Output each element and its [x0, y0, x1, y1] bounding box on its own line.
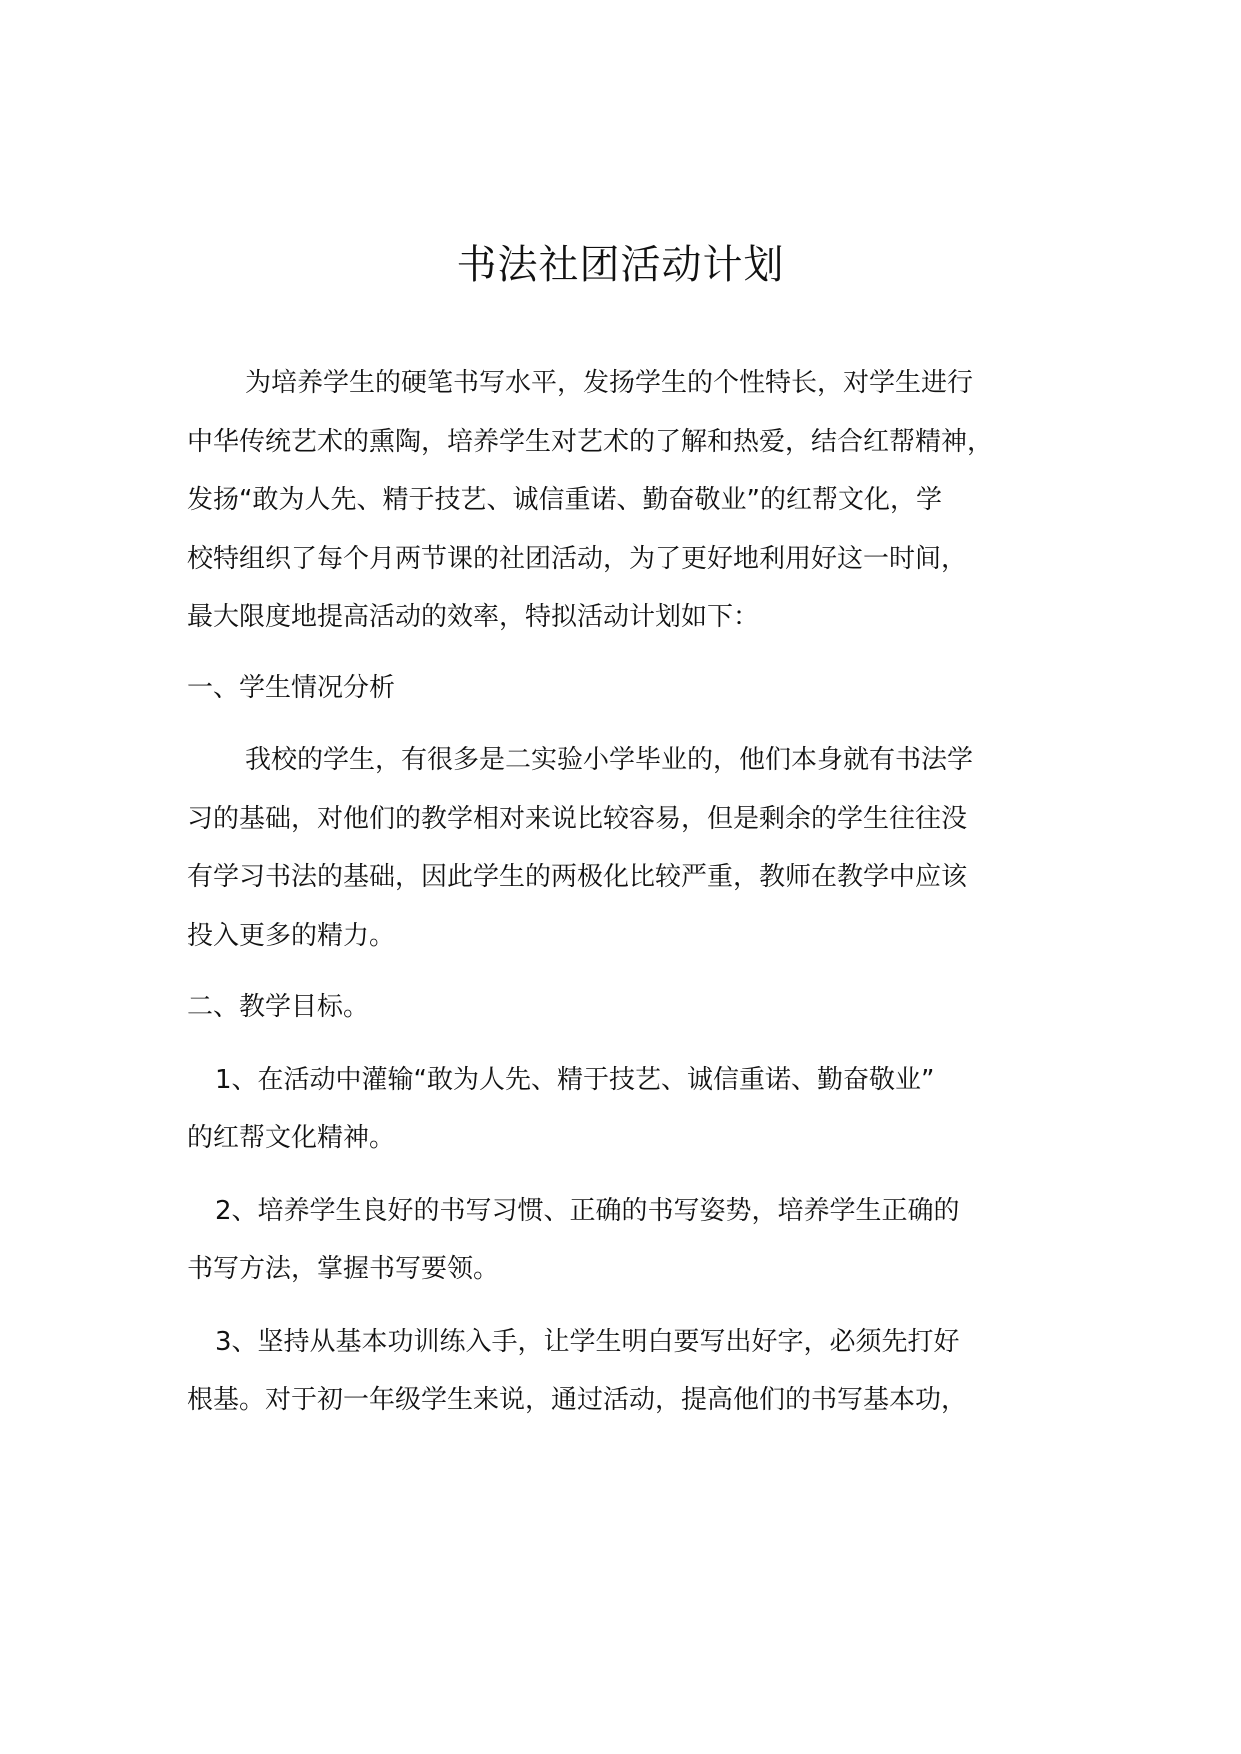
- list-item-line: 3、坚持从基本功训练入手，让学生明白要写出好字，必须先打好: [215, 1327, 960, 1357]
- list-item-line: 根基。对于初一年级学生来说，通过活动，提高他们的书写基本功，: [187, 1385, 968, 1415]
- list-item-line: 书写方法，掌握书写要领。: [187, 1254, 500, 1284]
- section-line: 习的基础，对他们的教学相对来说比较容易，但是剩余的学生往往没: [187, 804, 968, 834]
- intro-line: 中华传统艺术的熏陶，培养学生对艺术的了解和热爱，结合红帮精神，: [187, 427, 994, 457]
- section-heading: 二、教学目标。: [187, 992, 370, 1022]
- intro-line: 校特组织了每个月两节课的社团活动，为了更好地利用好这一时间，: [187, 544, 968, 574]
- intro-line: 为培养学生的硬笔书写水平，发扬学生的个性特长，对学生进行: [245, 368, 974, 398]
- document-title: 书法社团活动计划: [456, 242, 785, 288]
- intro-line: 发扬“敢为人先、精于技艺、诚信重诺、勤奋敬业”的红帮文化，学: [187, 485, 942, 515]
- section-line: 有学习书法的基础，因此学生的两极化比较严重，教师在教学中应该: [187, 862, 968, 892]
- section-line: 我校的学生，有很多是二实验小学毕业的，他们本身就有书法学: [245, 745, 974, 775]
- section-line: 投入更多的精力。: [187, 921, 396, 951]
- section-heading: 一、学生情况分析: [187, 673, 396, 703]
- list-item-line: 2、培养学生良好的书写习惯、正确的书写姿势，培养学生正确的: [215, 1196, 960, 1226]
- intro-line: 最大限度地提高活动的效率，特拟活动计划如下：: [187, 602, 760, 632]
- list-item-line: 的红帮文化精神。: [187, 1123, 396, 1153]
- list-item-line: 1、在活动中灌输“敢为人先、精于技艺、诚信重诺、勤奋敬业”: [215, 1065, 935, 1095]
